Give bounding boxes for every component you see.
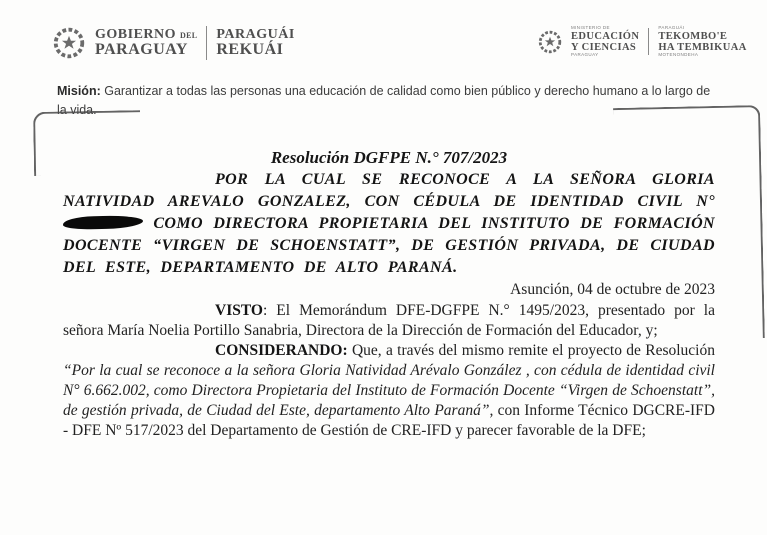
tekombo-label: TEKOMBO'E xyxy=(658,30,728,42)
subject-text-after-redaction: COMO DIRECTORA PROPIETARIA DEL INSTITUTO DE FORMACIÓN DOCENTE “VIRGEN DE SCHOENSTATT”, DE GESTIÓN PRIVADA, DE CIUDAD DEL ESTE, DEPARTAMENTO DE ALTO PARANÁ. xyxy=(63,215,715,276)
motenondeha-label: MOTENONDEHA xyxy=(658,51,699,57)
visto-text: : El Memorándum DFE-DGFPE N.° 1495/2023, presentado por la señora María Noelia Portillo Sanabria, Directora de la Dirección de Formación del Educador, y; xyxy=(63,302,715,339)
mission-text: Garantizar a todas las personas una educación de calidad como bien público y derecho humano a lo largo de la vida. xyxy=(57,84,711,117)
paraguay-word: PARAGUAY xyxy=(95,40,188,58)
gobierno-paraguay-logo xyxy=(50,24,295,62)
resolution-body xyxy=(63,147,715,441)
logo-divider xyxy=(206,26,207,60)
paraguai-word: PARAGUÁI xyxy=(216,26,295,42)
paraguai-small-label: PARAGUÁI xyxy=(658,25,685,30)
mec-seal-icon xyxy=(536,28,564,56)
considerando-tail: con Informe Técnico DGCRE-IFD - DFE Nº 517/2023 del Departamento de Gestión de CRE-IFD y parecer favorable de la DFE; xyxy=(63,402,715,439)
ciencias-label: Y CIENCIAS xyxy=(571,41,637,53)
gobierno-logo-text xyxy=(95,28,197,59)
resolution-title: Resolución DGFPE N.° 707/2023 xyxy=(270,148,508,167)
mission-label: Misión: xyxy=(57,84,101,98)
mec-logo-divider xyxy=(648,28,649,55)
gobierno-logo-guarani xyxy=(216,28,294,59)
educacion-label: EDUCACIÓN xyxy=(571,30,640,42)
considerando-intro: Que, a través del mismo remite el proyecto de Resolución xyxy=(347,342,715,359)
mec-ministry-text xyxy=(571,26,639,57)
rekuai-word: REKUÁI xyxy=(216,40,284,58)
subject-text-before-redaction: POR LA CUAL SE RECONOCE A LA SEÑORA GLORIA NATIVIDAD AREVALO GONZALEZ, CON CÉDULA DE IDENTIDAD CIVIL N° xyxy=(63,171,715,210)
redaction-mark xyxy=(63,215,143,230)
document-header xyxy=(0,18,767,73)
visto-label: VISTO xyxy=(215,302,263,319)
considerando-paragraph xyxy=(63,341,715,441)
del-word: DEL xyxy=(180,30,198,40)
considerando-quote: “Por la cual se reconoce a la señora Gloria Natividad Arévalo González , con cédula de identidad civil N° 6.662.002, como Directora Propietaria del Instituto de Formación Docente “Virgen de Schoenstatt”, de gestión privada, de Ciudad del Este, departamento Alto Paraná”, xyxy=(63,362,715,419)
mec-guarani-text xyxy=(658,26,746,57)
mec-logo xyxy=(536,26,747,57)
date-line: Asunción, 04 de octubre de 2023 xyxy=(510,281,715,298)
paraguay-seal-icon xyxy=(50,24,88,62)
ministerio-de-label: MINISTERIO DE xyxy=(571,25,610,30)
considerando-label: CONSIDERANDO: xyxy=(215,342,348,359)
visto-paragraph xyxy=(63,301,715,341)
resolution-subject xyxy=(63,169,715,279)
tembikuaa-label: HA TEMBIKUAA xyxy=(658,41,747,53)
gobierno-word: GOBIERNO xyxy=(95,26,177,42)
paraguay-small-label: PARAGUAY xyxy=(571,51,599,57)
